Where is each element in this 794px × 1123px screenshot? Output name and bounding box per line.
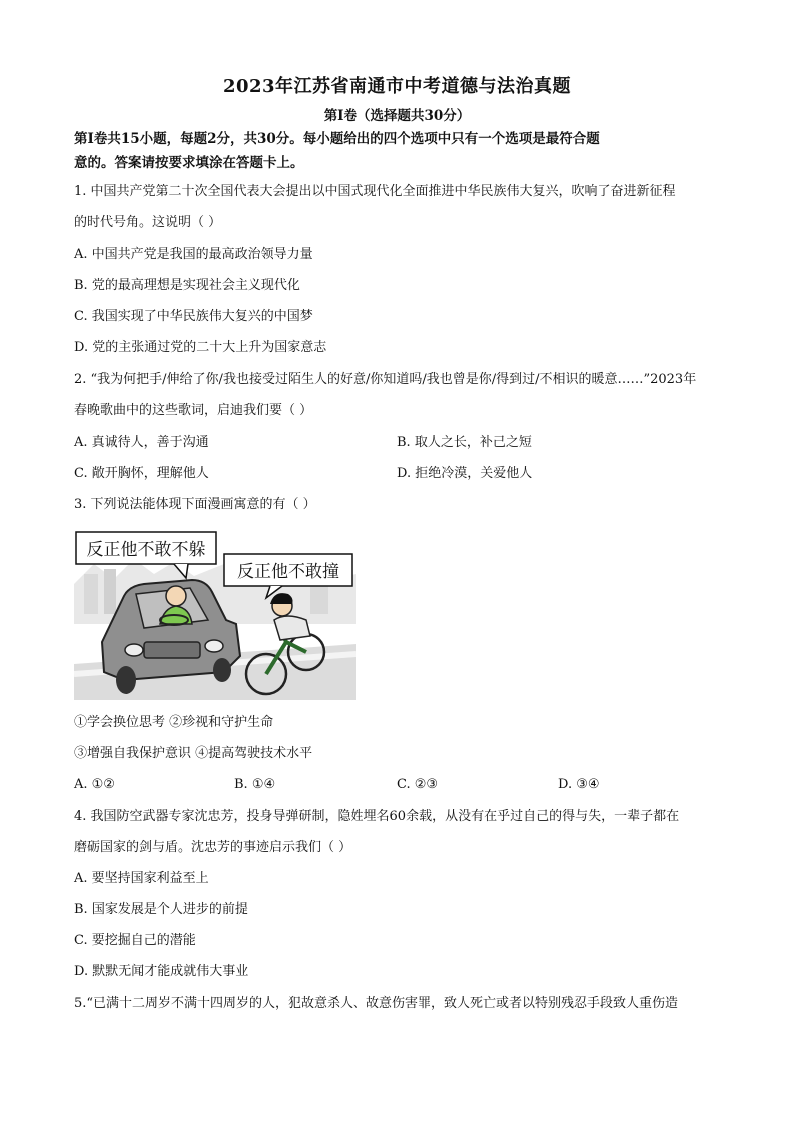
instructions-line-1: 第Ⅰ卷共15小题，每题2分，共30分。每小题给出的四个选项中只有一个选项是最符合题: [74, 131, 600, 147]
q3-option-b: B. ①④: [234, 777, 276, 792]
q3-stem: 3. 下列说法能体现下面漫画寓意的有（ ）: [74, 497, 316, 512]
q4-option-d: D. 默默无闻才能成就伟大事业: [74, 964, 249, 979]
q1-option-b: B. 党的最高理想是实现社会主义现代化: [74, 278, 300, 293]
section-title: 第Ⅰ卷（选择题共30分）: [323, 108, 471, 124]
q1-option-c: C. 我国实现了中华民族伟大复兴的中国梦: [74, 309, 313, 324]
cartoon-illustration: [74, 524, 356, 700]
q1-stem-line-1: 1. 中国共产党第二十次全国代表大会提出以中国式现代化全面推进中华民族伟大复兴，吹响了奋进新征程: [74, 184, 676, 199]
q1-option-a: A. 中国共产党是我国的最高政治领导力量: [74, 247, 313, 262]
instructions-line-2: 意的。答案请按要求填涂在答题卡上。: [74, 155, 304, 171]
q3-items-line-2: ③增强自我保护意识 ④提高驾驶技术水平: [74, 746, 313, 761]
q3-option-d: D. ③④: [558, 777, 600, 792]
page-title: 2023年江苏省南通市中考道德与法治真题: [222, 76, 572, 97]
q2-option-d: D. 拒绝冷漠，关爱他人: [397, 466, 533, 481]
q2-stem-line-1: 2. “我为何把手/伸给了你/我也接受过陌生人的好意/你知道吗/我也曾是你/得到过/不相识的暖意……”2023年: [74, 372, 697, 387]
q3-option-a: A. ①②: [74, 777, 115, 792]
speech-bubble-driver: 反正他不敢不躲: [86, 540, 206, 560]
q1-option-d: D. 党的主张通过党的二十大上升为国家意志: [74, 340, 327, 355]
q3-option-c: C. ②③: [397, 777, 439, 792]
q4-option-b: B. 国家发展是个人进步的前提: [74, 902, 248, 917]
q1-stem-line-2: 的时代号角。这说明（ ）: [74, 215, 222, 230]
q4-stem-line-2: 磨砺国家的剑与盾。沈忠芳的事迹启示我们（ ）: [74, 840, 352, 855]
speech-bubble-cyclist: 反正他不敢撞: [237, 562, 339, 582]
q4-stem-line-1: 4. 我国防空武器专家沈忠芳，投身导弹研制，隐姓埋名60余载，从没有在乎过自己的得与失，一辈子都在: [74, 809, 680, 824]
q2-option-b: B. 取人之长，补己之短: [397, 435, 532, 450]
q3-items-line-1: ①学会换位思考 ②珍视和守护生命: [74, 715, 274, 730]
q5-stem-line-1: 5.“已满十二周岁不满十四周岁的人，犯故意杀人、故意伤害罪，致人死亡或者以特别残忍手段致人重伤造: [74, 996, 679, 1011]
q2-option-c: C. 敞开胸怀，理解他人: [74, 466, 209, 481]
q2-stem-line-2: 春晚歌曲中的这些歌词，启迪我们要（ ）: [74, 403, 313, 418]
q4-option-c: C. 要挖掘自己的潜能: [74, 933, 196, 948]
q2-option-a: A. 真诚待人，善于沟通: [74, 435, 209, 450]
q4-option-a: A. 要坚持国家利益至上: [74, 871, 209, 886]
